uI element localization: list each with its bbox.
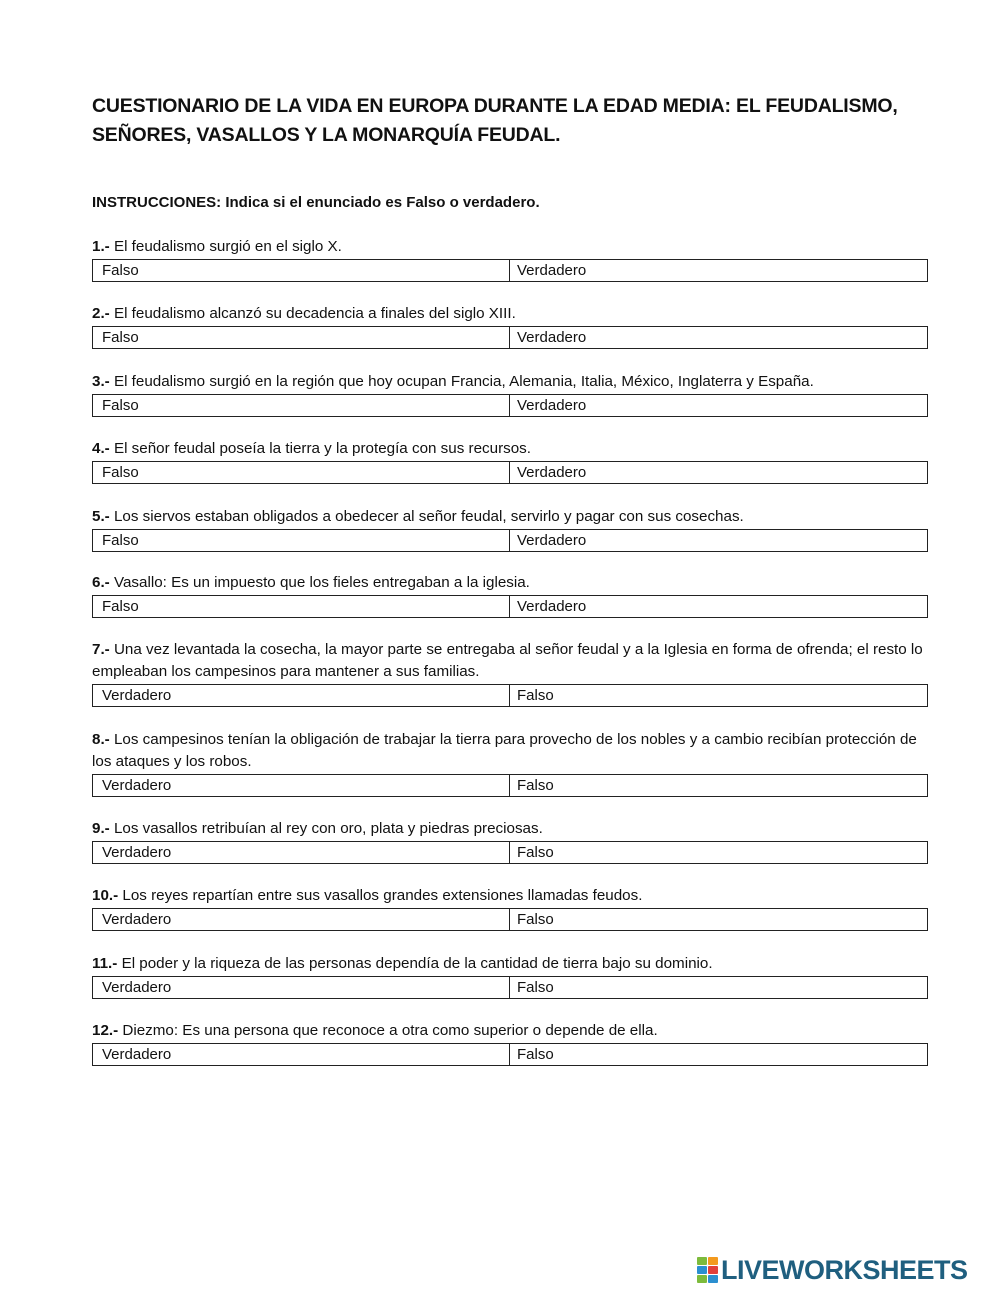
question-text: [92, 371, 928, 393]
answer-options: [92, 326, 928, 349]
answer-option-1[interactable]: Verdadero: [102, 687, 172, 704]
answer-option-2[interactable]: Falso: [509, 977, 927, 998]
liveworksheets-logo: [697, 1256, 968, 1284]
question-statement: El feudalismo alcanzó su decadencia a finales del siglo XIII.: [109, 305, 516, 322]
answer-option-1[interactable]: Verdadero: [102, 777, 172, 794]
answer-option-1[interactable]: Falso: [102, 397, 139, 414]
answer-options: [92, 684, 928, 707]
answer-options: [92, 1043, 928, 1066]
question-10: [92, 885, 928, 931]
question-6: [92, 572, 928, 618]
answer-options: [92, 529, 928, 552]
question-8: [92, 729, 928, 797]
question-text: [92, 885, 928, 907]
question-statement: Los campesinos tenían la obligación de trabajar la tierra para provecho de los nobles y a cambio recibían protección de los ataques y los robos.: [92, 731, 917, 770]
answer-option-1[interactable]: Falso: [102, 329, 139, 346]
question-number: 1.-: [92, 238, 110, 255]
question-text: [92, 729, 928, 773]
question-number: 8.-: [92, 731, 110, 748]
question-text: [92, 953, 928, 975]
answer-option-2[interactable]: Verdadero: [509, 530, 927, 551]
question-4: [92, 438, 928, 484]
question-statement: Los vasallos retribuían al rey con oro, plata y piedras preciosas.: [109, 820, 543, 837]
question-statement: Vasallo: Es un impuesto que los fieles entregaban a la iglesia.: [109, 574, 530, 591]
question-statement: Una vez levantada la cosecha, la mayor parte se entregaba al señor feudal y a la Iglesia en forma de ofrenda; el resto lo empleaban los campesinos para mantener a sus familias.: [92, 641, 923, 680]
question-statement: Los reyes repartían entre sus vasallos grandes extensiones llamadas feudos.: [118, 887, 643, 904]
answer-option-1[interactable]: Verdadero: [102, 844, 172, 861]
question-text: [92, 572, 928, 594]
question-statement: El feudalismo surgió en la región que hoy ocupan Francia, Alemania, Italia, México, Inglaterra y España.: [109, 373, 814, 390]
answer-option-1[interactable]: Falso: [102, 262, 139, 279]
question-statement: El poder y la riqueza de las personas dependía de la cantidad de tierra bajo su dominio.: [117, 955, 713, 972]
question-number: 3.-: [92, 373, 110, 390]
instructions-text: INSTRUCCIONES: Indica si el enunciado es Falso o verdadero.: [92, 194, 540, 211]
answer-option-1[interactable]: Falso: [102, 598, 139, 615]
question-number: 12.-: [92, 1022, 119, 1039]
answer-option-1[interactable]: Falso: [102, 464, 139, 481]
question-11: [92, 953, 928, 999]
answer-options: [92, 259, 928, 282]
answer-options: [92, 976, 928, 999]
question-statement: El señor feudal poseía la tierra y la protegía con sus recursos.: [109, 440, 531, 457]
question-statement: Los siervos estaban obligados a obedecer al señor feudal, servirlo y pagar con sus cosechas.: [109, 508, 744, 525]
answer-option-1[interactable]: Verdadero: [102, 911, 172, 928]
question-number: 6.-: [92, 574, 110, 591]
answer-options: [92, 774, 928, 797]
question-text: [92, 438, 928, 460]
answer-option-1[interactable]: Verdadero: [102, 979, 172, 996]
answer-option-2[interactable]: Falso: [509, 842, 927, 863]
answer-option-2[interactable]: Verdadero: [509, 596, 927, 617]
question-number: 7.-: [92, 641, 110, 658]
question-number: 2.-: [92, 305, 110, 322]
question-7: [92, 639, 928, 707]
question-number: 11.-: [92, 955, 118, 972]
question-12: [92, 1020, 928, 1066]
question-1: [92, 236, 928, 282]
answer-option-2[interactable]: Falso: [509, 1044, 927, 1065]
answer-option-2[interactable]: Verdadero: [509, 462, 927, 483]
liveworksheets-logo-text: LIVEWORKSHEETS: [721, 1254, 968, 1285]
question-text: [92, 1020, 928, 1042]
question-5: [92, 506, 928, 552]
answer-options: [92, 595, 928, 618]
question-number: 5.-: [92, 508, 110, 525]
answer-option-2[interactable]: Verdadero: [509, 327, 927, 348]
question-statement: Diezmo: Es una persona que reconoce a otra como superior o depende de ella.: [118, 1022, 658, 1039]
question-text: [92, 506, 928, 528]
question-text: [92, 639, 928, 683]
page-title: CUESTIONARIO DE LA VIDA EN EUROPA DURANTE LA EDAD MEDIA: EL FEUDALISMO, SEÑORES, VASALLOS Y LA MONARQUÍA FEUDAL.: [92, 95, 898, 146]
question-statement: El feudalismo surgió en el siglo X.: [109, 238, 342, 255]
answer-options: [92, 461, 928, 484]
answer-option-1[interactable]: Verdadero: [102, 1046, 172, 1063]
question-2: [92, 303, 928, 349]
answer-option-2[interactable]: Falso: [509, 909, 927, 930]
answer-options: [92, 394, 928, 417]
answer-options: [92, 841, 928, 864]
question-text: [92, 236, 928, 258]
question-number: 9.-: [92, 820, 110, 837]
liveworksheets-logo-mark-icon: [697, 1257, 718, 1283]
question-text: [92, 818, 928, 840]
answer-options: [92, 908, 928, 931]
question-9: [92, 818, 928, 864]
answer-option-1[interactable]: Falso: [102, 532, 139, 549]
question-number: 10.-: [92, 887, 119, 904]
answer-option-2[interactable]: Falso: [509, 775, 927, 796]
question-text: [92, 303, 928, 325]
answer-option-2[interactable]: Falso: [509, 685, 927, 706]
question-3: [92, 371, 928, 417]
answer-option-2[interactable]: Verdadero: [509, 395, 927, 416]
answer-option-2[interactable]: Verdadero: [509, 260, 927, 281]
question-number: 4.-: [92, 440, 110, 457]
